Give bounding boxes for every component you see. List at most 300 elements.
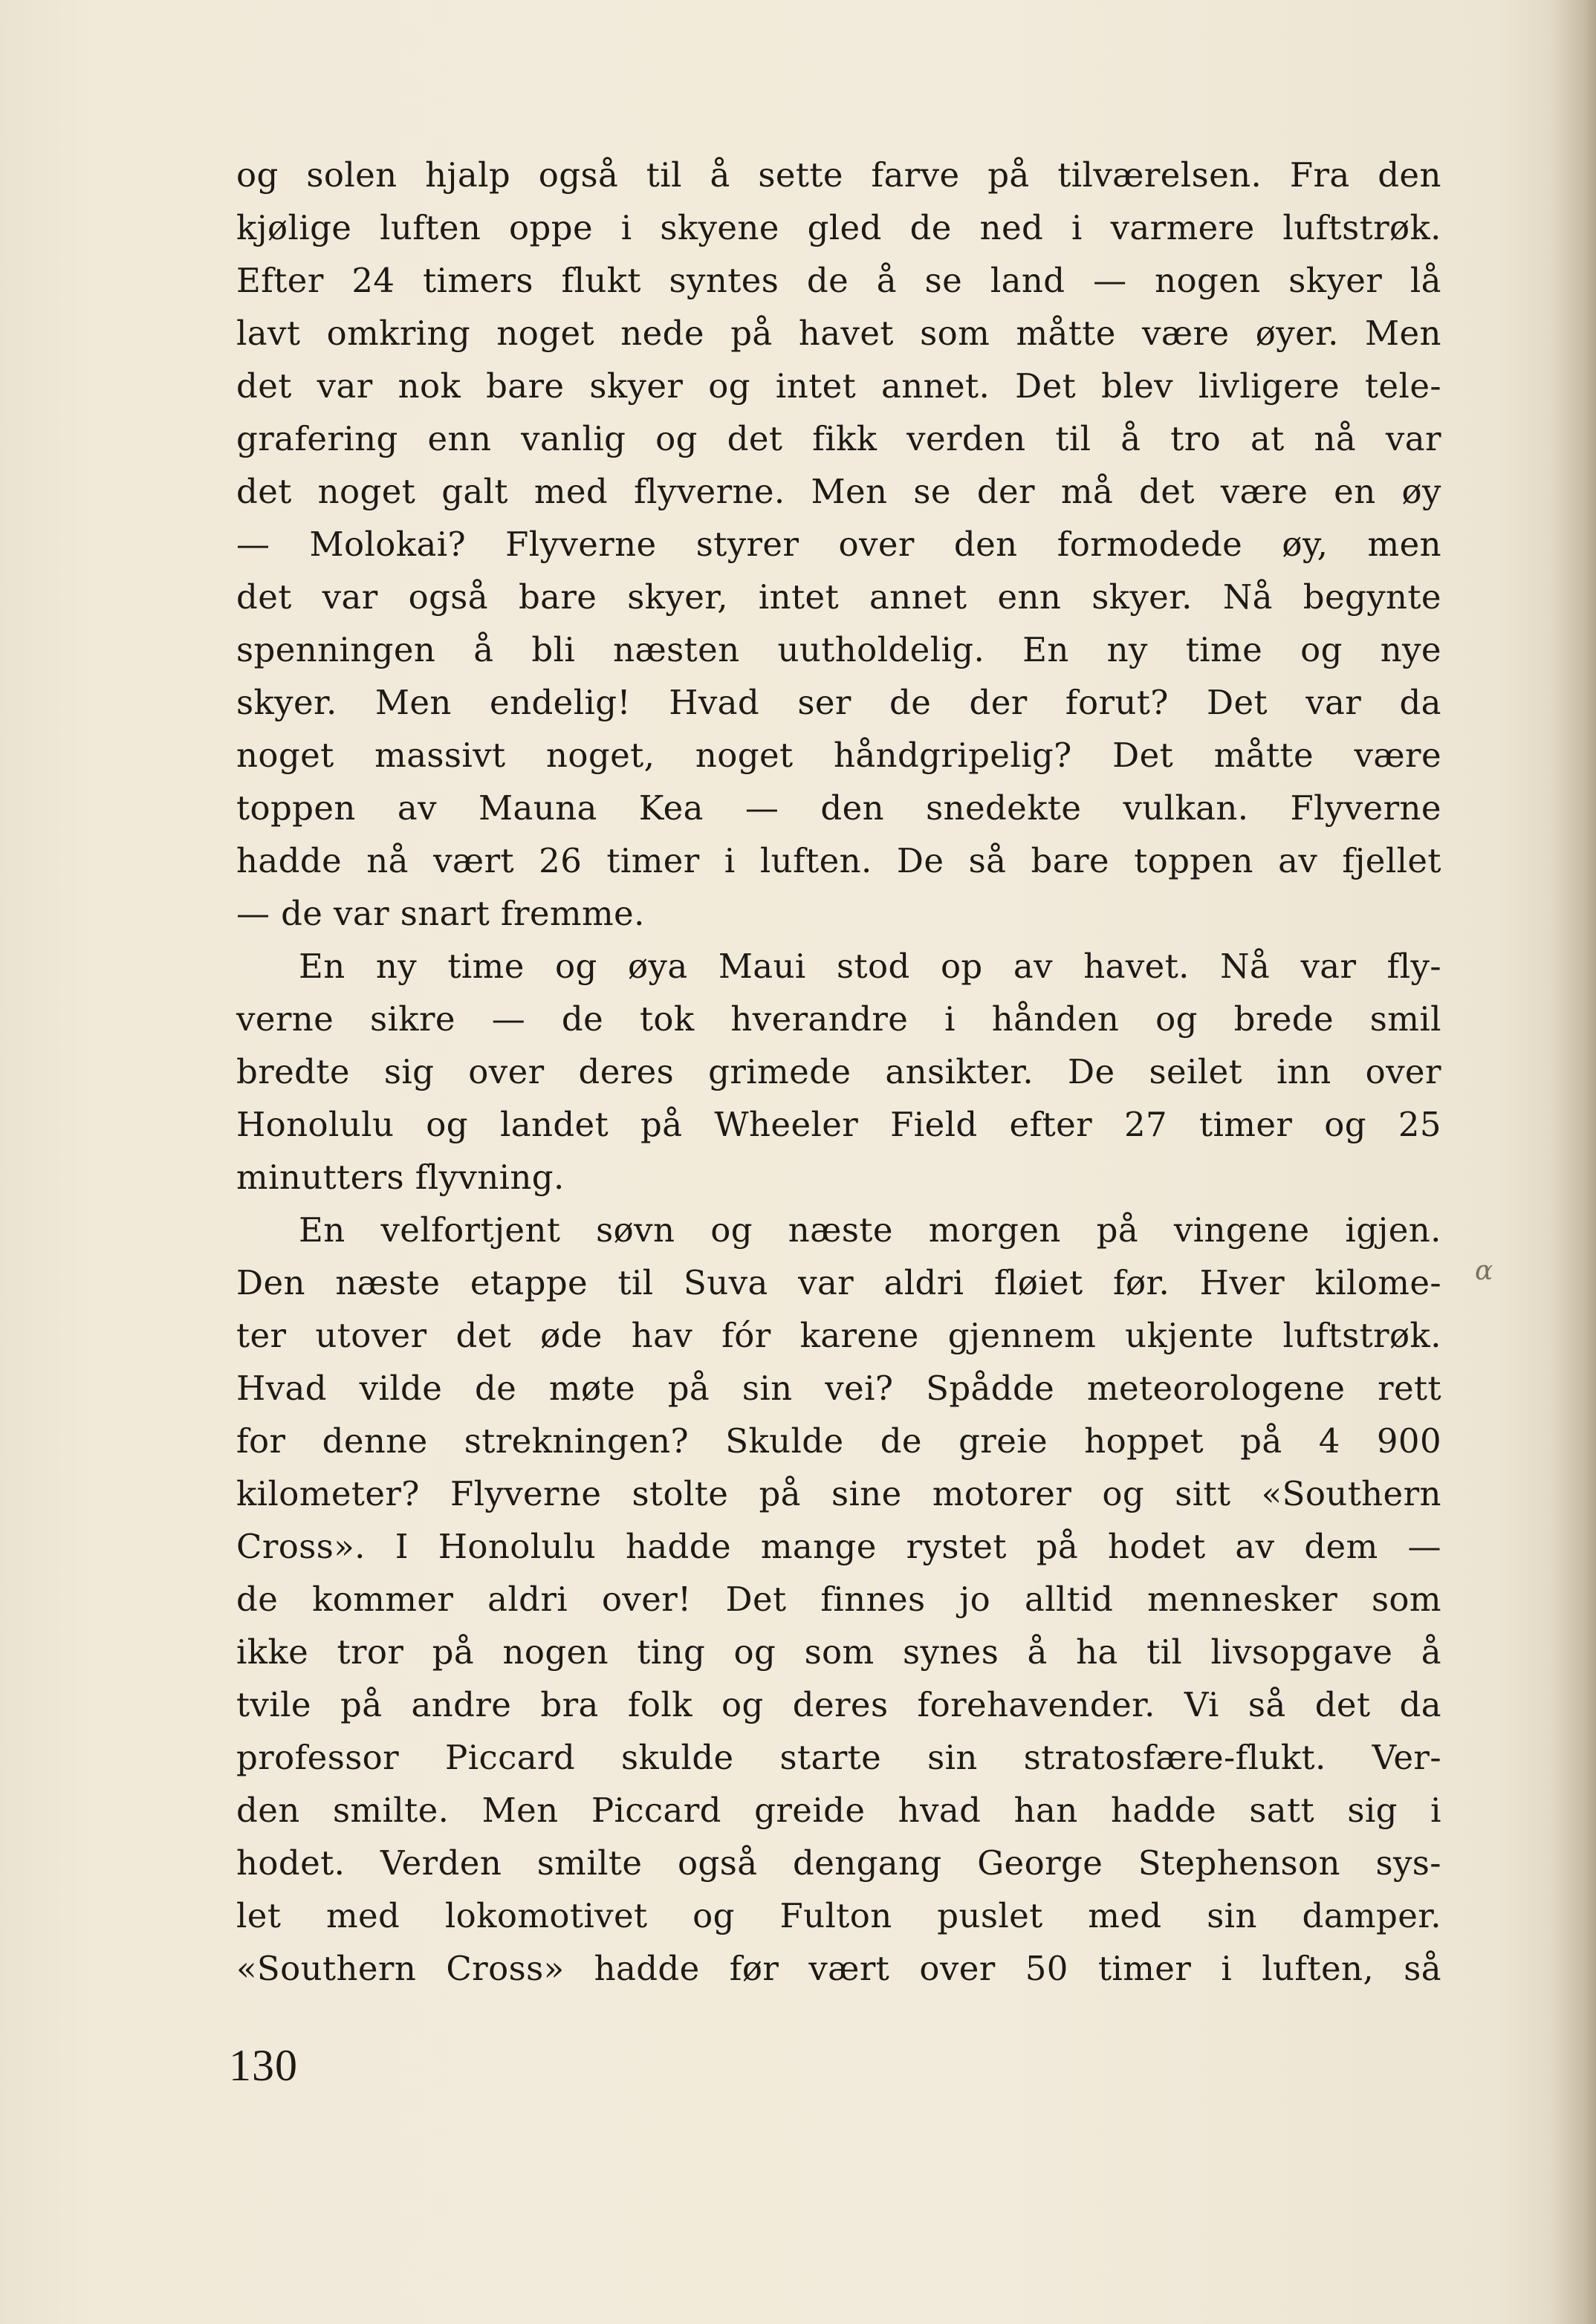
word: noget bbox=[317, 472, 416, 511]
word: og bbox=[721, 1685, 764, 1724]
word: Fulton bbox=[779, 1896, 892, 1935]
word: Honolulu bbox=[236, 1105, 395, 1144]
word: — bbox=[491, 999, 526, 1039]
word: så bbox=[1248, 1685, 1286, 1724]
word: intet bbox=[775, 366, 857, 406]
word: tok bbox=[639, 999, 695, 1039]
word: I bbox=[395, 1527, 409, 1566]
word: med bbox=[1088, 1896, 1162, 1935]
word: i bbox=[1071, 208, 1083, 247]
text-line bbox=[236, 412, 1441, 465]
word: var bbox=[322, 577, 378, 617]
word: ser bbox=[797, 683, 851, 722]
word: ting bbox=[637, 1632, 706, 1672]
word: men bbox=[1367, 525, 1441, 564]
word: Hvad bbox=[236, 1369, 327, 1408]
word: ned bbox=[979, 208, 1044, 247]
word: inn bbox=[1277, 1052, 1331, 1091]
word: og bbox=[1155, 999, 1198, 1039]
word: blev bbox=[1101, 366, 1173, 406]
word: hodet bbox=[1107, 1527, 1206, 1566]
text-line bbox=[236, 676, 1441, 729]
word: tror bbox=[337, 1632, 404, 1672]
word: håndgripelig? bbox=[833, 736, 1072, 775]
word: op bbox=[940, 947, 983, 986]
word: en bbox=[1334, 472, 1376, 511]
text-line bbox=[236, 307, 1441, 360]
word: til bbox=[1055, 419, 1091, 458]
text-line bbox=[236, 1573, 1441, 1626]
word: lokomotivet bbox=[444, 1896, 648, 1935]
word: og bbox=[236, 155, 279, 195]
word: var bbox=[1300, 947, 1357, 986]
page-number: 130 bbox=[229, 2041, 298, 2090]
text-line: minutters flyvning. bbox=[236, 1158, 565, 1197]
word: som bbox=[804, 1632, 875, 1672]
word: vanlig bbox=[521, 419, 626, 458]
word: uutholdelig. bbox=[777, 630, 985, 669]
word: tilværelsen. bbox=[1057, 155, 1262, 195]
word: næsten bbox=[613, 630, 740, 669]
word: utover bbox=[315, 1316, 427, 1355]
word: smil bbox=[1369, 999, 1441, 1039]
word: der bbox=[976, 472, 1035, 511]
word: formodede bbox=[1057, 525, 1243, 564]
text-line bbox=[236, 834, 1441, 887]
word: verden bbox=[906, 419, 1026, 458]
word: Flyverne bbox=[1290, 788, 1441, 828]
word: til bbox=[617, 1263, 654, 1302]
word: da bbox=[1399, 683, 1441, 722]
word: hjalp bbox=[425, 155, 511, 195]
word: Suva bbox=[684, 1263, 768, 1302]
word: på bbox=[730, 314, 773, 353]
word: hadde bbox=[594, 1949, 700, 1988]
word: hadde bbox=[625, 1527, 731, 1566]
word: endelig! bbox=[490, 683, 631, 722]
word: å bbox=[876, 261, 898, 300]
word: og bbox=[555, 947, 597, 986]
word: Flyverne bbox=[505, 525, 657, 564]
page-edge-shadow bbox=[1551, 0, 1596, 2324]
text-line bbox=[236, 1626, 1441, 1678]
word: Molokai? bbox=[309, 525, 467, 564]
word: Det bbox=[1015, 366, 1077, 406]
word: folk bbox=[627, 1685, 692, 1724]
word: i bbox=[1221, 1949, 1233, 1988]
word: begynte bbox=[1303, 577, 1441, 617]
word: styrer bbox=[695, 525, 799, 564]
word: massivt bbox=[374, 736, 506, 775]
word: og bbox=[1102, 1474, 1145, 1513]
word: vilde bbox=[359, 1369, 443, 1408]
word: øya bbox=[628, 947, 688, 986]
word: grafering bbox=[236, 419, 398, 458]
word: den bbox=[820, 788, 884, 828]
word: grimede bbox=[708, 1052, 851, 1091]
word: Vi bbox=[1184, 1685, 1219, 1724]
word: luftstrøk. bbox=[1282, 208, 1441, 247]
word: nå bbox=[1314, 419, 1357, 458]
word: George bbox=[977, 1843, 1103, 1883]
word: Skulde bbox=[725, 1421, 844, 1461]
word: øy bbox=[1401, 472, 1441, 511]
word: finnes bbox=[820, 1580, 926, 1619]
word: — bbox=[1407, 1527, 1441, 1566]
word: nå bbox=[366, 841, 409, 880]
text-line bbox=[236, 1731, 1441, 1784]
word: de bbox=[880, 1421, 922, 1461]
word: Honolulu bbox=[438, 1527, 597, 1566]
word: var bbox=[798, 1263, 854, 1302]
word: fór bbox=[721, 1316, 771, 1355]
text-line bbox=[236, 782, 1441, 834]
word: å bbox=[1120, 419, 1141, 458]
word: i bbox=[1430, 1791, 1441, 1830]
word: 27 bbox=[1124, 1105, 1168, 1144]
text-line bbox=[236, 993, 1441, 1045]
word: og bbox=[708, 366, 750, 406]
word: 50 bbox=[1025, 1949, 1068, 1988]
word: solen bbox=[306, 155, 398, 195]
text-line bbox=[236, 1889, 1441, 1942]
word: forehavender. bbox=[917, 1685, 1155, 1724]
word: kjølige bbox=[236, 208, 352, 247]
word: av bbox=[1235, 1527, 1275, 1566]
word: fikk bbox=[812, 419, 878, 458]
word: og bbox=[1324, 1105, 1366, 1144]
word: øy, bbox=[1282, 525, 1329, 564]
word: Men bbox=[1365, 314, 1441, 353]
word: Men bbox=[481, 1791, 559, 1830]
word: enn bbox=[997, 577, 1062, 617]
word: ikke bbox=[236, 1632, 309, 1672]
text-line bbox=[236, 1256, 1441, 1309]
word: søvn bbox=[596, 1210, 675, 1250]
word: luften, bbox=[1262, 1949, 1375, 1988]
word: karene bbox=[799, 1316, 919, 1355]
word: smilte bbox=[536, 1843, 643, 1883]
word: starte bbox=[779, 1738, 882, 1777]
word: tele- bbox=[1365, 366, 1441, 406]
word: igjen. bbox=[1345, 1210, 1441, 1250]
word: Det bbox=[1112, 736, 1174, 775]
word: fløiet bbox=[993, 1263, 1083, 1302]
word: land bbox=[990, 261, 1065, 300]
word: fjellet bbox=[1342, 841, 1441, 880]
word: sitt bbox=[1175, 1474, 1231, 1513]
word: luften bbox=[380, 208, 481, 247]
word: fly- bbox=[1386, 947, 1441, 986]
word: hoppet bbox=[1084, 1421, 1204, 1461]
word: og bbox=[1300, 630, 1343, 669]
word: ny bbox=[375, 947, 418, 986]
word: ansikter. bbox=[885, 1052, 1034, 1091]
word: deres bbox=[578, 1052, 675, 1091]
text-line bbox=[236, 1309, 1441, 1362]
word: så bbox=[1404, 1949, 1441, 1988]
word: kommer bbox=[312, 1580, 454, 1619]
word: gled bbox=[807, 208, 882, 247]
text-line: — de var snart fremme. bbox=[236, 894, 645, 933]
word: motorer bbox=[932, 1474, 1072, 1513]
word: spenningen bbox=[236, 630, 436, 669]
word: Cross» bbox=[446, 1949, 565, 1988]
word: greie bbox=[958, 1421, 1048, 1461]
word: på bbox=[667, 1369, 710, 1408]
word: annet bbox=[869, 577, 967, 617]
text-line bbox=[236, 1098, 1441, 1151]
word: også bbox=[408, 577, 488, 617]
word: for bbox=[236, 1421, 286, 1461]
word: «Southern bbox=[236, 1949, 417, 1988]
word: farve bbox=[871, 155, 960, 195]
word: mange bbox=[760, 1527, 877, 1566]
word: Kea bbox=[638, 788, 704, 828]
word: — bbox=[1093, 261, 1127, 300]
word: nogen bbox=[502, 1632, 609, 1672]
word: hodet. bbox=[236, 1843, 346, 1883]
word: over bbox=[838, 525, 915, 564]
word: Spådde bbox=[926, 1369, 1055, 1408]
text-line bbox=[236, 571, 1441, 623]
word: stolte bbox=[632, 1474, 729, 1513]
word: efter bbox=[1009, 1105, 1093, 1144]
word: timers bbox=[423, 261, 533, 300]
text-line bbox=[236, 1837, 1441, 1889]
word: De bbox=[1068, 1052, 1115, 1091]
word: hav bbox=[631, 1316, 693, 1355]
word: på bbox=[1036, 1527, 1079, 1566]
word: aldri bbox=[883, 1263, 964, 1302]
word: rystet bbox=[906, 1527, 1007, 1566]
word: være bbox=[1354, 736, 1441, 775]
word: etappe bbox=[470, 1263, 588, 1302]
word: annet. bbox=[881, 366, 990, 406]
text-line bbox=[236, 360, 1441, 412]
word: vært bbox=[808, 1949, 890, 1988]
word: før. bbox=[1113, 1263, 1170, 1302]
word: smilte. bbox=[332, 1791, 450, 1830]
word: ter bbox=[236, 1316, 287, 1355]
word: de bbox=[236, 1580, 279, 1619]
word: ha bbox=[1076, 1632, 1118, 1672]
word: lavt bbox=[236, 314, 301, 353]
word: hvad bbox=[898, 1791, 982, 1830]
word: også bbox=[678, 1843, 758, 1883]
word: øde bbox=[540, 1316, 603, 1355]
word: se bbox=[924, 261, 963, 300]
word: så bbox=[968, 841, 1007, 880]
word: det bbox=[455, 1316, 512, 1355]
word: Fra bbox=[1289, 155, 1350, 195]
word: den bbox=[1378, 155, 1441, 195]
word: noget, bbox=[546, 736, 655, 775]
word: de bbox=[889, 683, 932, 722]
word: nye bbox=[1380, 630, 1441, 669]
word: luften. bbox=[759, 841, 872, 880]
word: vulkan. bbox=[1123, 788, 1249, 828]
word: også bbox=[538, 155, 619, 195]
word: hadde bbox=[236, 841, 343, 880]
word: luftstrøk. bbox=[1282, 1316, 1441, 1355]
word: Ver- bbox=[1372, 1738, 1441, 1777]
word: satt bbox=[1249, 1791, 1315, 1830]
word: ny bbox=[1106, 630, 1148, 669]
word: galt bbox=[441, 472, 508, 511]
text-line bbox=[236, 623, 1441, 676]
text-line bbox=[236, 1362, 1441, 1415]
word: bredte bbox=[236, 1052, 350, 1091]
word: sin bbox=[742, 1369, 793, 1408]
word: den bbox=[236, 1791, 300, 1830]
word: livligere bbox=[1198, 366, 1340, 406]
body-text bbox=[236, 149, 1441, 1995]
text-line bbox=[236, 1204, 1441, 1256]
word: da bbox=[1399, 1685, 1441, 1724]
word: det bbox=[236, 366, 292, 406]
word: snedekte bbox=[926, 788, 1082, 828]
word: morgen bbox=[928, 1210, 1061, 1250]
word: brede bbox=[1233, 999, 1334, 1039]
word: 4 bbox=[1318, 1421, 1340, 1461]
word: næste bbox=[335, 1263, 441, 1302]
word: forut? bbox=[1065, 683, 1169, 722]
word: Hvad bbox=[669, 683, 760, 722]
word: greide bbox=[754, 1791, 866, 1830]
word: Den bbox=[236, 1263, 305, 1302]
word: næste bbox=[788, 1210, 893, 1250]
word: og bbox=[692, 1896, 735, 1935]
word: og bbox=[710, 1210, 753, 1250]
word: «Southern bbox=[1261, 1474, 1441, 1513]
word: var bbox=[317, 366, 373, 406]
word: omkring bbox=[326, 314, 471, 353]
word: de bbox=[909, 208, 952, 247]
word: over bbox=[919, 1949, 996, 1988]
word: på bbox=[340, 1685, 383, 1724]
word: på bbox=[1240, 1421, 1282, 1461]
word: før bbox=[729, 1949, 779, 1988]
word: hadde bbox=[1110, 1791, 1216, 1830]
word: de bbox=[561, 999, 604, 1039]
word: En bbox=[299, 1210, 346, 1250]
word: tro bbox=[1170, 419, 1222, 458]
word: landet bbox=[499, 1105, 609, 1144]
word: sig bbox=[1347, 1791, 1398, 1830]
text-line bbox=[236, 254, 1441, 307]
word: Mauna bbox=[479, 788, 597, 828]
word: tvile bbox=[236, 1685, 311, 1724]
text-line bbox=[236, 940, 1441, 993]
word: Efter bbox=[236, 261, 324, 300]
word: aldri bbox=[487, 1580, 568, 1619]
word: å bbox=[710, 155, 730, 195]
word: havet bbox=[798, 314, 894, 353]
word: å bbox=[473, 630, 494, 669]
word: på bbox=[432, 1632, 475, 1672]
word: bare bbox=[518, 577, 597, 617]
text-line bbox=[236, 1942, 1441, 1995]
word: De bbox=[896, 841, 944, 880]
word: time bbox=[1185, 630, 1263, 669]
word: Nå bbox=[1222, 577, 1273, 617]
word: 25 bbox=[1398, 1105, 1441, 1144]
word: noget bbox=[236, 736, 334, 775]
word: 24 bbox=[351, 261, 395, 300]
word: intet bbox=[758, 577, 840, 617]
word: Nå bbox=[1220, 947, 1271, 986]
word: det bbox=[1139, 472, 1195, 511]
word: timer bbox=[1199, 1105, 1293, 1144]
word: Field bbox=[890, 1105, 978, 1144]
word: med bbox=[533, 472, 609, 511]
word: rett bbox=[1378, 1369, 1441, 1408]
word: dengang bbox=[792, 1843, 942, 1883]
word: timer bbox=[1097, 1949, 1192, 1988]
word: sette bbox=[758, 155, 843, 195]
word: synes bbox=[902, 1632, 999, 1672]
word: stratosfære-flukt. bbox=[1023, 1738, 1326, 1777]
word: de bbox=[474, 1369, 517, 1408]
word: over bbox=[1365, 1052, 1441, 1091]
word: stod bbox=[836, 947, 910, 986]
word: han bbox=[1013, 1791, 1078, 1830]
word: sin bbox=[927, 1738, 978, 1777]
word: på bbox=[759, 1474, 801, 1513]
word: av bbox=[1278, 841, 1318, 880]
text-line bbox=[236, 1467, 1441, 1520]
word: puslet bbox=[937, 1896, 1043, 1935]
word: de bbox=[806, 261, 849, 300]
word: i bbox=[944, 999, 956, 1039]
word: bare bbox=[486, 366, 565, 406]
word: på bbox=[987, 155, 1030, 195]
word: at bbox=[1250, 419, 1285, 458]
word: skyene bbox=[660, 208, 779, 247]
word: hverandre bbox=[730, 999, 909, 1039]
word: let bbox=[236, 1896, 282, 1935]
word: gjennem bbox=[947, 1316, 1097, 1355]
word: Flyverne bbox=[450, 1474, 602, 1513]
text-line bbox=[236, 1784, 1441, 1837]
word: til bbox=[646, 155, 682, 195]
word: i bbox=[724, 841, 736, 880]
word: noget bbox=[496, 314, 594, 353]
word: varmere bbox=[1110, 208, 1255, 247]
word: skulde bbox=[621, 1738, 734, 1777]
word: der bbox=[969, 683, 1028, 722]
word: var bbox=[1305, 683, 1362, 722]
word: det bbox=[1314, 1685, 1371, 1724]
word: og bbox=[426, 1105, 468, 1144]
word: bli bbox=[531, 630, 576, 669]
text-line bbox=[236, 1520, 1441, 1573]
word: skyer, bbox=[627, 577, 728, 617]
text-line bbox=[236, 149, 1441, 201]
word: deres bbox=[792, 1685, 889, 1724]
word: den bbox=[953, 525, 1018, 564]
word: måtte bbox=[1213, 736, 1314, 775]
word: vei? bbox=[825, 1369, 894, 1408]
word: noget bbox=[695, 736, 794, 775]
word: til bbox=[1146, 1632, 1183, 1672]
word: Det bbox=[1207, 683, 1268, 722]
word: sig bbox=[383, 1052, 435, 1091]
word: med bbox=[325, 1896, 400, 1935]
word: over! bbox=[601, 1580, 692, 1619]
word: og bbox=[733, 1632, 776, 1672]
